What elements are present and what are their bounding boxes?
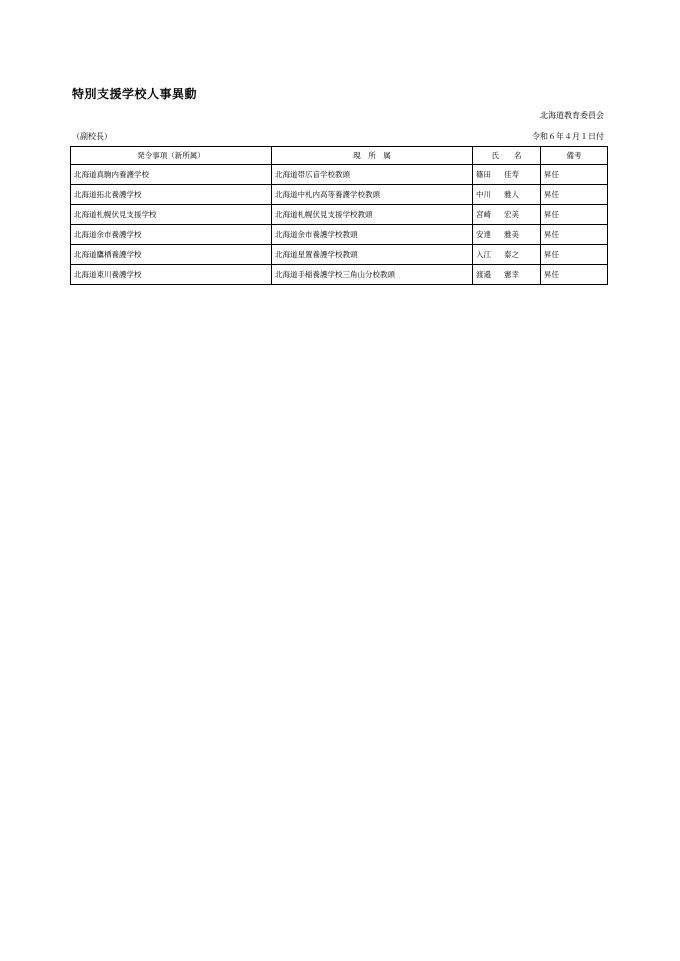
given-name: 泰之 (504, 250, 519, 259)
name-cell (473, 165, 541, 185)
effective-date: 令和６年４月１日付 (532, 132, 604, 141)
table-header-row (71, 147, 608, 165)
new-post-cell: 北海道余市養護学校 (71, 225, 272, 245)
header-name: 氏 名 (473, 147, 541, 165)
table-row (71, 225, 608, 245)
header-new-post: 発令事項（新所属） (71, 147, 272, 165)
current-post-cell: 北海道中札内高等養護学校教頭 (272, 185, 473, 205)
note-cell: 昇任 (541, 245, 608, 265)
surname: 篠田 (476, 170, 491, 179)
table-row (71, 185, 608, 205)
table-row (71, 265, 608, 285)
new-post-cell: 北海道鷹栖養護学校 (71, 245, 272, 265)
surname: 入江 (476, 250, 491, 259)
current-post-cell: 北海道札幌伏見支援学校教頭 (272, 205, 473, 225)
current-post-cell: 北海道手稲養護学校三角山分校教頭 (272, 265, 473, 285)
given-name: 宏美 (504, 210, 519, 219)
table-body (71, 165, 608, 285)
name-cell (473, 205, 541, 225)
note-cell: 昇任 (541, 185, 608, 205)
table-row (71, 205, 608, 225)
name-cell (473, 265, 541, 285)
table-row (71, 245, 608, 265)
header-note: 備考 (541, 147, 608, 165)
given-name: 雅美 (504, 230, 519, 239)
table-row (71, 165, 608, 185)
personnel-table (70, 146, 608, 285)
issuer: 北海道教育委員会 (540, 111, 604, 120)
name-cell (473, 245, 541, 265)
name-cell (473, 225, 541, 245)
new-post-cell: 北海道東川養護学校 (71, 265, 272, 285)
given-name: 雅人 (504, 190, 519, 199)
name-cell (473, 185, 541, 205)
position-category: （副校長） (72, 132, 112, 141)
new-post-cell: 北海道札幌伏見支援学校 (71, 205, 272, 225)
surname: 渡邉 (476, 270, 491, 279)
surname: 安達 (476, 230, 491, 239)
current-post-cell: 北海道星置養護学校教頭 (272, 245, 473, 265)
new-post-cell: 北海道真駒内養護学校 (71, 165, 272, 185)
surname: 宮崎 (476, 210, 491, 219)
note-cell: 昇任 (541, 265, 608, 285)
current-post-cell: 北海道余市養護学校教頭 (272, 225, 473, 245)
header-current-post: 現 所 属 (272, 147, 473, 165)
given-name: 佳寿 (504, 170, 519, 179)
page-title: 特別支援学校人事異動 (72, 87, 198, 101)
new-post-cell: 北海道拓北養護学校 (71, 185, 272, 205)
note-cell: 昇任 (541, 205, 608, 225)
given-name: 憲幸 (504, 270, 519, 279)
current-post-cell: 北海道帯広盲学校教頭 (272, 165, 473, 185)
note-cell: 昇任 (541, 165, 608, 185)
note-cell: 昇任 (541, 225, 608, 245)
surname: 中川 (476, 190, 491, 199)
